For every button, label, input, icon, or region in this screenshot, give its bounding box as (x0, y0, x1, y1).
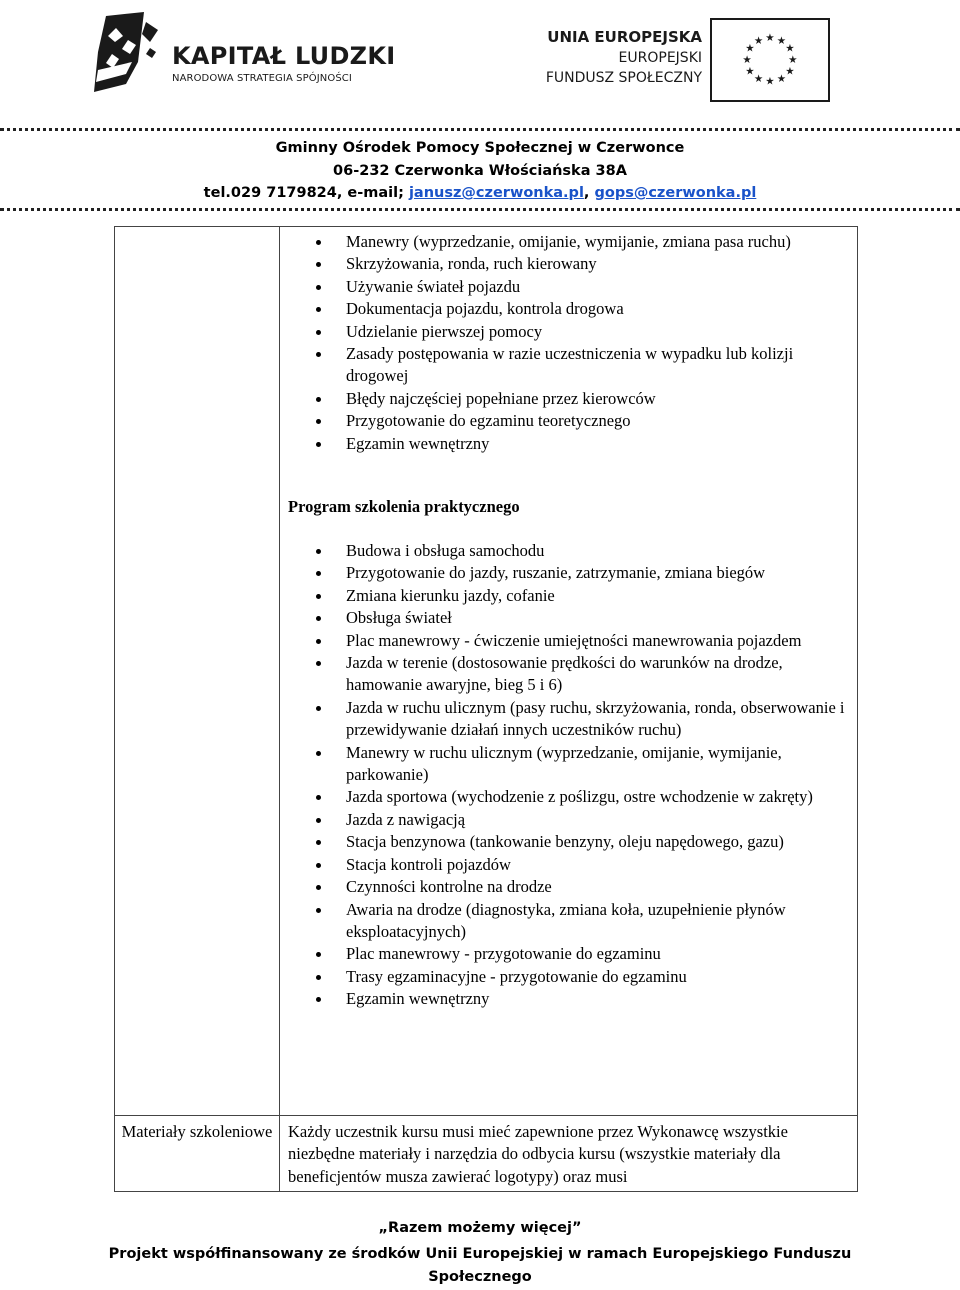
svg-text:★: ★ (776, 34, 787, 47)
footer-cofinancing-line2: Społecznego (428, 1269, 532, 1285)
email-link-janusz[interactable]: janusz@czerwonka.pl (408, 185, 584, 201)
list-item: Budowa i obsługa samochodu (288, 540, 858, 562)
list-item: Manewry (wyprzedzanie, omijanie, wymijanie, zmiana pasa ruchu) (288, 231, 858, 253)
list-item: Obsługa świateł (288, 607, 858, 629)
svg-text:★: ★ (765, 75, 775, 88)
table-row-divider (115, 1115, 857, 1116)
program-table (114, 226, 858, 1192)
table-column-divider (279, 227, 280, 1191)
list-item: Skrzyżowania, ronda, ruch kierowany (288, 253, 858, 275)
list-item: Przygotowanie do egzaminu teoretycznego (288, 410, 858, 432)
footer-cofinancing-line1: Projekt współfinansowany ze środków Unii Europejskiej w ramach Europejskiego Funduszu (108, 1246, 852, 1262)
kapital-ludzki-subtitle: NARODOWA STRATEGIA SPÓJNOŚCI (172, 73, 352, 84)
kapital-ludzki-logo (92, 12, 396, 92)
list-item: Jazda w terenie (dostosowanie prędkości do warunków na drodze, hamowanie awaryjne, bieg 5 i 6) (288, 652, 858, 697)
email-link-gops[interactable]: gops@czerwonka.pl (594, 185, 757, 201)
svg-text:★: ★ (753, 72, 764, 85)
svg-text:★: ★ (745, 42, 755, 55)
practical-list (288, 540, 858, 1011)
svg-text:★: ★ (785, 65, 795, 78)
list-item: Egzamin wewnętrzny (288, 988, 858, 1010)
email-separator: , (583, 185, 595, 201)
eu-logo-line2: EUROPEJSKI (618, 50, 702, 66)
kapital-ludzki-title: KAPITAŁ LUDZKI (172, 42, 396, 70)
list-item: Jazda w ruchu ulicznym (pasy ruchu, skrzyżowania, ronda, obserwowanie i przewidywanie działań innych uczestników ruchu) (288, 697, 858, 742)
svg-text:★: ★ (765, 31, 775, 44)
svg-text:★: ★ (753, 34, 764, 47)
list-item: Jazda sportowa (wychodzenie z poślizgu, ostre wchodzenie w zakręty) (288, 786, 858, 808)
list-item: Błędy najczęściej popełniane przez kierowców (288, 388, 858, 410)
materials-label: Materiały szkoleniowe (121, 1122, 273, 1141)
list-item: Manewry w ruchu ulicznym (wyprzedzanie, omijanie, wymijanie, parkowanie) (288, 742, 858, 787)
header-separator-top (0, 128, 960, 131)
svg-text:★: ★ (785, 42, 795, 55)
list-item: Jazda z nawigacją (288, 809, 858, 831)
svg-text:★: ★ (776, 72, 787, 85)
kapital-ludzki-emblem-icon (92, 12, 164, 92)
eu-logo (545, 14, 848, 94)
list-item: Plac manewrowy - ćwiczenie umiejętności manewrowania pojazdem (288, 630, 858, 652)
list-item: Zmiana kierunku jazdy, cofanie (288, 585, 858, 607)
practical-section-title: Program szkolenia praktycznego (288, 497, 520, 516)
list-item: Awaria na drodze (diagnostyka, zmiana koła, uzupełnienie płynów eksploatacyjnych) (288, 899, 858, 944)
list-item: Używanie świateł pojazdu (288, 276, 858, 298)
list-item: Stacja kontroli pojazdów (288, 854, 858, 876)
contact-prefix: tel.029 7179824, e-mail; (203, 185, 409, 201)
list-item: Egzamin wewnętrzny (288, 433, 858, 455)
list-item: Przygotowanie do jazdy, ruszanie, zatrzymanie, zmiana biegów (288, 562, 858, 584)
footer-slogan: „Razem możemy więcej” (378, 1220, 582, 1236)
org-address: 06-232 Czerwonka Włościańska 38A (333, 163, 627, 179)
eu-flag-icon (710, 18, 830, 102)
header-separator-bottom (0, 208, 960, 211)
materials-text: Każdy uczestnik kursu musi mieć zapewnione przez Wykonawcę wszystkie niezbędne materiały i narzędzia do odbycia kursu (wszystkie materiały dla beneficjentów musza zawierać logotypy) oraz musi (288, 1122, 788, 1186)
svg-text:★: ★ (742, 53, 752, 66)
svg-text:★: ★ (788, 53, 798, 66)
list-item: Udzielanie pierwszej pomocy (288, 321, 858, 343)
org-name: Gminny Ośrodek Pomocy Społecznej w Czerwonce (275, 140, 685, 156)
list-item: Plac manewrowy - przygotowanie do egzaminu (288, 943, 858, 965)
eu-logo-line3: FUNDUSZ SPOŁECZNY (545, 70, 702, 86)
org-contact (0, 185, 960, 201)
eu-logo-line1: UNIA EUROPEJSKA (547, 28, 702, 46)
list-item: Trasy egzaminacyjne - przygotowanie do egzaminu (288, 966, 858, 988)
list-item: Dokumentacja pojazdu, kontrola drogowa (288, 298, 858, 320)
list-item: Stacja benzynowa (tankowanie benzyny, oleju napędowego, gazu) (288, 831, 858, 853)
list-item: Zasady postępowania w razie uczestniczenia w wypadku lub kolizji drogowej (288, 343, 858, 388)
list-item: Czynności kontrolne na drodze (288, 876, 858, 898)
theory-list (288, 231, 858, 455)
svg-text:★: ★ (745, 65, 755, 78)
